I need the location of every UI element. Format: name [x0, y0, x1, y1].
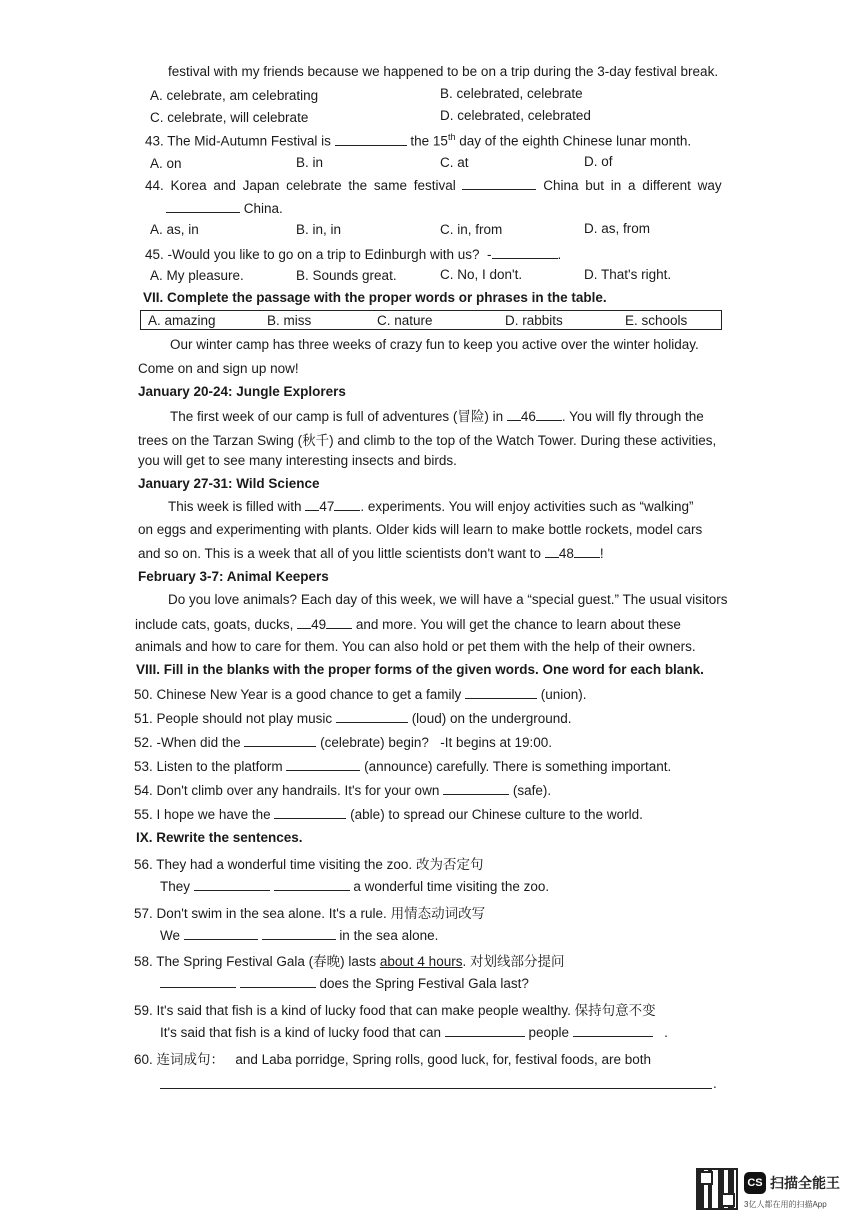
q45-option-d[interactable]: D. That's right. — [584, 267, 672, 282]
section-8-title: VIII. Fill in the blanks with the proper forms of the given words. One word for each blank. — [136, 662, 704, 677]
q54-text-pre: Don't climb over any handrails. It's for your own — [156, 783, 440, 798]
q43-sup: th — [447, 132, 456, 142]
word-bank-a: A. amazing — [148, 313, 216, 328]
q58-rewrite-post: does the Spring Festival Gala last? — [319, 976, 529, 991]
q59-instruction: 保持句意不变 — [574, 1003, 656, 1018]
q58-text-pre: The Spring Festival Gala (春晚) lasts — [156, 954, 377, 969]
q43-text-mid: the 15 — [410, 133, 448, 149]
p2c-text-pre: and so on. This is a week that all of you little scientists don't want to — [138, 546, 542, 561]
q43-text-post: day of the eighth Chinese lunar month. — [459, 133, 692, 149]
q50-text-post: (union). — [540, 687, 587, 702]
q44-blank-2[interactable] — [166, 200, 240, 213]
q54-number: 54. — [134, 783, 153, 798]
q58 — [134, 950, 564, 970]
q52-blank[interactable] — [244, 734, 316, 747]
word-bank-e: E. schools — [625, 313, 688, 328]
passage-p2-line1: This week is filled with 47 . experiments. You will enjoy activities such as “walking” — [168, 499, 694, 514]
q56-blank-1[interactable] — [194, 878, 270, 891]
q52-text-pre: -When did the — [156, 735, 241, 750]
q44-text-pre: Korea and Japan celebrate the same festival — [170, 178, 456, 193]
q45-text: -Would you like to go on a trip to Edinburgh with us? — [167, 247, 480, 262]
q42-option-c[interactable]: C. celebrate, will celebrate — [150, 110, 309, 125]
q57-rewrite-post: in the sea alone. — [339, 928, 439, 943]
q43-number: 43. — [145, 133, 164, 149]
heading-wild-science: January 27-31: Wild Science — [138, 476, 320, 491]
q45-dash: - — [487, 247, 492, 262]
q51-blank[interactable] — [336, 710, 408, 723]
q43-option-a[interactable]: A. on — [150, 156, 182, 171]
q43-question — [145, 132, 691, 149]
q42-option-b[interactable]: B. celebrated, celebrate — [440, 86, 583, 101]
passage-p2-line2: on eggs and experimenting with plants. Older kids will learn to make bottle rockets, model cars — [138, 522, 703, 537]
scanner-app-name: 扫描全能王 — [770, 1175, 840, 1191]
q53-number: 53. — [134, 759, 153, 774]
q59-rewrite-mid: people — [528, 1025, 570, 1040]
q57-blank-1[interactable] — [184, 927, 258, 940]
q44-option-a[interactable]: A. as, in — [150, 222, 199, 237]
q42-option-d[interactable]: D. celebrated, celebrated — [440, 108, 591, 123]
blank-47-number: 47 — [319, 499, 335, 514]
blank-46-right[interactable] — [536, 408, 562, 421]
q43-text-pre: The Mid-Autumn Festival is — [167, 133, 331, 149]
q59 — [134, 999, 656, 1019]
q58-instruction: 对划线部分提问 — [469, 954, 565, 969]
q55-text-pre: I hope we have the — [156, 807, 271, 822]
p3b-text-post: and more. You will get the chance to learn about these — [355, 617, 681, 632]
q45-option-a[interactable]: A. My pleasure. — [150, 268, 244, 283]
scanner-app-tagline: 3亿人都在用的扫描App — [744, 1200, 827, 1209]
q58-text-post: . — [462, 954, 467, 969]
q44-option-b[interactable]: B. in, in — [296, 222, 342, 237]
p3b-text-pre: include cats, goats, ducks, — [135, 617, 294, 632]
q58-underlined-phrase: about 4 hours — [379, 954, 463, 969]
blank-49-left[interactable] — [297, 616, 311, 629]
q42-continuation: festival with my friends because we happened to be on a trip during the 3-day festival break. — [168, 64, 719, 79]
q60-instruction: 连词成句： — [156, 1052, 225, 1067]
q43-option-d[interactable]: D. of — [584, 154, 613, 169]
q53-text-post: (announce) carefully. There is something important. — [364, 759, 672, 774]
q60-words: and Laba porridge, Spring rolls, good luck, for, festival foods, are both — [235, 1052, 652, 1067]
heading-animal-keepers: February 3-7: Animal Keepers — [138, 569, 329, 584]
blank-48-left[interactable] — [545, 545, 559, 558]
q59-rewrite-end: . — [664, 1025, 668, 1040]
p2c-text-post: ! — [599, 546, 604, 561]
q57-blank-2[interactable] — [262, 927, 336, 940]
q60-end-period: . — [713, 1076, 717, 1091]
q57 — [134, 902, 485, 922]
q59-rewrite — [160, 1024, 668, 1040]
q44-option-d[interactable]: D. as, from — [584, 221, 651, 236]
q43-blank[interactable] — [335, 133, 407, 146]
q59-blank-2[interactable] — [573, 1024, 653, 1037]
q57-number: 57. — [134, 906, 153, 921]
q52-number: 52. — [134, 735, 153, 750]
blank-47-right[interactable] — [334, 498, 360, 511]
q56-instruction: 改为否定句 — [415, 857, 484, 872]
q44-line2-text: China. — [243, 201, 283, 216]
q53-blank[interactable] — [286, 758, 360, 771]
q50-blank[interactable] — [465, 686, 537, 699]
q57-text: Don't swim in the sea alone. It's a rule. — [156, 906, 387, 921]
q50-number: 50. — [134, 687, 153, 702]
q59-text: It's said that fish is a kind of lucky food that can make people wealthy. — [156, 1003, 571, 1018]
passage-p2-line3 — [138, 545, 604, 561]
q55-text-post: (able) to spread our Chinese culture to the world. — [350, 807, 643, 822]
q54-blank[interactable] — [443, 782, 509, 795]
passage-p1-line1 — [170, 405, 704, 425]
q45-question: 45. -Would you like to go on a trip to Edinburgh with us? - . — [145, 247, 562, 262]
q44-question — [145, 177, 722, 193]
q55 — [134, 806, 643, 822]
qr-code-icon — [696, 1168, 738, 1210]
q44-text-post: China but in a different way — [543, 178, 722, 193]
q57-rewrite — [160, 927, 438, 943]
q51-number: 51. — [134, 711, 153, 726]
q53-text-pre: Listen to the platform — [156, 759, 283, 774]
q51-text-pre: People should not play music — [156, 711, 333, 726]
section-7-title: VII. Complete the passage with the proper words or phrases in the table. — [143, 290, 607, 305]
q56 — [134, 853, 483, 873]
p1-text-post: . You will fly through the — [561, 409, 704, 424]
q58-blank-1[interactable] — [160, 975, 236, 988]
passage-p3-line3: animals and how to care for them. You can also hold or pet them with the help of their owners. — [135, 639, 696, 654]
blank-46-number: 46 — [520, 409, 536, 424]
q56-text: They had a wonderful time visiting the zoo. — [156, 857, 413, 872]
q45-option-c[interactable]: C. No, I don't. — [440, 267, 523, 282]
word-bank-d: D. rabbits — [505, 313, 563, 328]
q56-blank-2[interactable] — [274, 878, 350, 891]
q57-instruction: 用情态动词改写 — [390, 906, 486, 921]
q59-number: 59. — [134, 1003, 153, 1018]
q50-text-pre: Chinese New Year is a good chance to get a family — [156, 687, 462, 702]
q52 — [134, 734, 552, 750]
q56-rewrite-pre: They — [160, 879, 191, 894]
p2-text-pre: This week is filled with — [168, 499, 302, 514]
q52-text-post: (celebrate) begin? — [320, 735, 429, 750]
section-9-title: IX. Rewrite the sentences. — [136, 830, 303, 845]
q56-rewrite — [160, 878, 549, 894]
word-bank-b: B. miss — [267, 313, 312, 328]
q52-answer: -It begins at 19:00. — [440, 735, 553, 750]
q57-rewrite-pre: We — [160, 928, 181, 943]
q58-blank-2[interactable] — [240, 975, 316, 988]
q58-rewrite — [160, 975, 529, 991]
q45-number: 45. — [145, 247, 164, 262]
blank-46-left[interactable] — [507, 408, 521, 421]
passage-p3-line1: Do you love animals? Each day of this week, we will have a “special guest.” The usual visitors — [168, 592, 728, 607]
q54 — [134, 782, 551, 798]
q51-text-post: (loud) on the underground. — [411, 711, 572, 726]
q53 — [134, 758, 671, 774]
q55-blank[interactable] — [274, 806, 346, 819]
q44-line2 — [166, 200, 283, 216]
passage-intro-2: Come on and sign up now! — [138, 361, 299, 376]
blank-48-number: 48 — [558, 546, 574, 561]
blank-47-left[interactable] — [305, 498, 319, 511]
passage-p1-line3: you will get to see many interesting insects and birds. — [138, 453, 457, 468]
q43-option-b[interactable]: B. in — [296, 155, 324, 170]
q44-option-c[interactable]: C. in, from — [440, 222, 503, 237]
q43-option-c[interactable]: C. at — [440, 155, 469, 170]
q44-number: 44. — [145, 178, 164, 193]
q51 — [134, 710, 572, 726]
camscanner-logo-icon: CS — [744, 1172, 766, 1194]
blank-49-right[interactable] — [326, 616, 352, 629]
blank-48-right[interactable] — [574, 545, 600, 558]
q44-blank-1[interactable] — [462, 177, 536, 190]
q54-text-post: (safe). — [512, 783, 552, 798]
q45-option-b[interactable]: B. Sounds great. — [296, 268, 397, 283]
blank-49-number: 49 — [311, 617, 327, 632]
q60 — [134, 1048, 651, 1068]
q59-rewrite-pre: It's said that fish is a kind of lucky food that can — [160, 1025, 441, 1040]
q50 — [134, 686, 587, 702]
p2-text-post: experiments. You will enjoy activities such as “walking” — [367, 499, 694, 514]
q60-number: 60. — [134, 1052, 153, 1067]
q56-rewrite-post: a wonderful time visiting the zoo. — [353, 879, 550, 894]
q60-answer-line[interactable] — [160, 1088, 712, 1089]
word-bank-c: C. nature — [377, 313, 433, 328]
passage-p1-line2: trees on the Tarzan Swing (秋千) and climb to the top of the Watch Tower. During these activities, — [138, 433, 717, 448]
passage-intro-1: Our winter camp has three weeks of crazy fun to keep you active over the winter holiday. — [170, 337, 699, 352]
word-bank-table — [140, 310, 722, 330]
heading-jungle-explorers: January 20-24: Jungle Explorers — [138, 384, 346, 399]
passage-p3-line2 — [135, 616, 681, 632]
q45-blank[interactable] — [492, 246, 558, 259]
q42-option-a[interactable]: A. celebrate, am celebrating — [150, 88, 319, 103]
p1-text-pre: The first week of our camp is full of adventures (冒险) in — [170, 409, 504, 424]
q59-blank-1[interactable] — [445, 1024, 525, 1037]
q55-number: 55. — [134, 807, 153, 822]
q56-number: 56. — [134, 857, 153, 872]
q58-number: 58. — [134, 954, 153, 969]
